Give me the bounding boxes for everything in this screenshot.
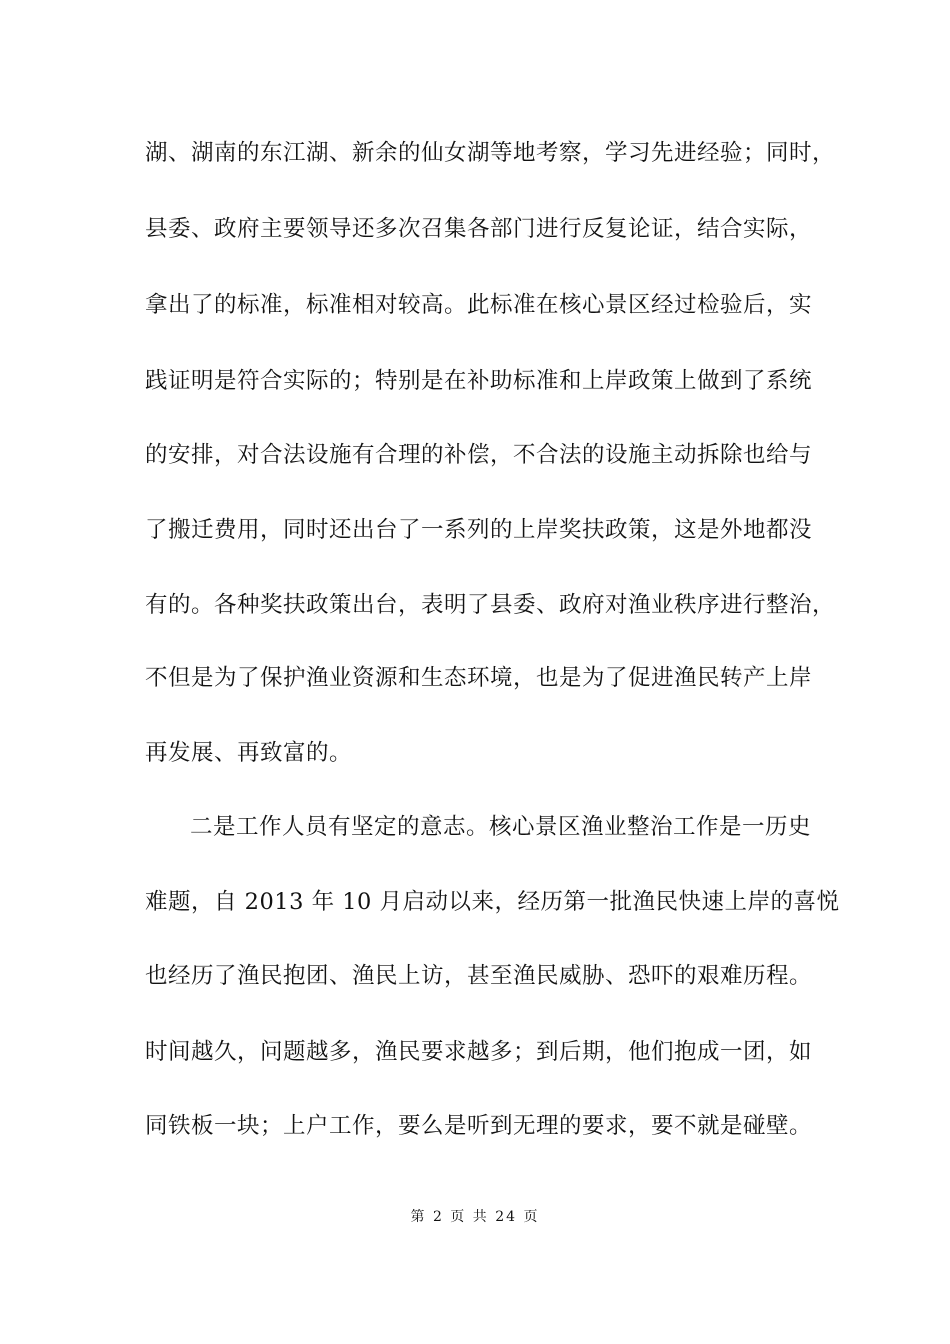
text-line: 同铁板一块；上户工作，要么是听到无理的要求，要不就是碰壁。 (145, 1113, 813, 1139)
text-line: 践证明是符合实际的；特别是在补助标准和上岸政策上做到了系统 (145, 368, 813, 394)
text-line: 二是工作人员有坚定的意志。核心景区渔业整治工作是一历史 (190, 814, 812, 840)
text-line: 拿出了的标准，标准相对较高。此标准在核心景区经过检验后，实 (145, 292, 813, 318)
text-line: 也经历了渔民抱团、渔民上访，甚至渔民威胁、恐吓的艰难历程。 (145, 963, 813, 989)
text-line: 的安排，对合法设施有合理的补偿，不合法的设施主动拆除也给与 (145, 442, 813, 468)
text-line: 不但是为了保护渔业资源和生态环境，也是为了促进渔民转产上岸 (145, 665, 813, 691)
text-line: 时间越久，问题越多，渔民要求越多；到后期，他们抱成一团，如 (145, 1039, 813, 1065)
text-line: 再发展、再致富的。 (145, 740, 353, 766)
text-line: 有的。各种奖扶政策出台，表明了县委、政府对渔业秩序进行整治， (145, 592, 836, 618)
text-line: 了搬迁费用，同时还出台了一系列的上岸奖扶政策，这是外地都没 (145, 517, 813, 543)
text-line: 县委、政府主要领导还多次召集各部门进行反复论证，结合实际， (145, 216, 813, 242)
page-number-footer: 第 2 页 共 24 页 (410, 1209, 540, 1225)
text-line: 难题，自 2013 年 10 月启动以来，经历第一批渔民快速上岸的喜悦 (145, 889, 840, 915)
text-line: 湖、湖南的东江湖、新余的仙女湖等地考察，学习先进经验；同时， (145, 140, 836, 166)
